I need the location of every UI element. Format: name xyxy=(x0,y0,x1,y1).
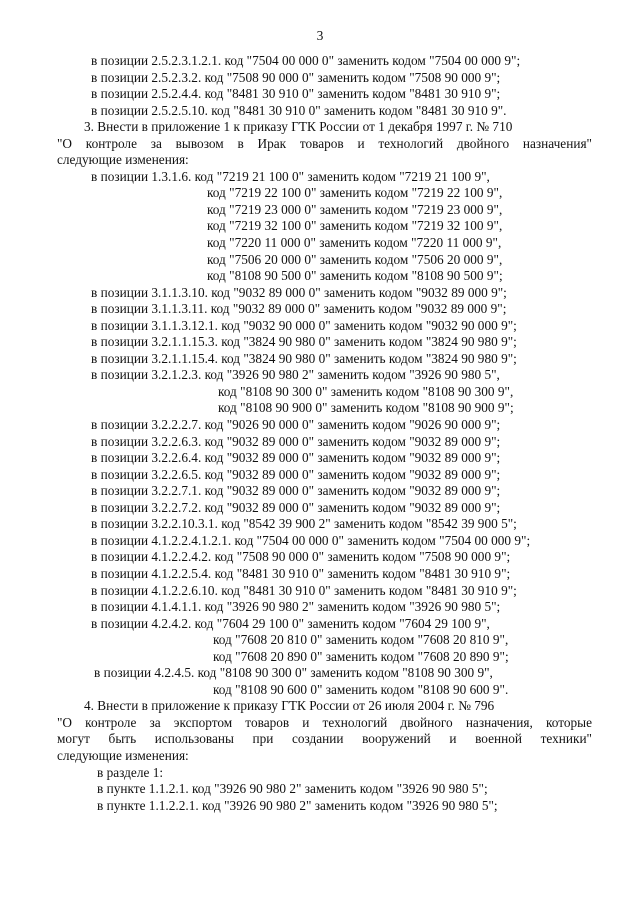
text-line: в позиции 4.2.4.5. код "8108 90 300 0" заменить кодом "8108 90 300 9", xyxy=(94,665,493,681)
text-line: код "8108 90 900 0" заменить кодом "8108 90 900 9"; xyxy=(218,400,514,416)
text-line: в позиции 2.5.2.3.2. код "7508 90 000 0" заменить кодом "7508 90 000 9"; xyxy=(91,69,501,85)
text-line: в пункте 1.1.2.1. код "3926 90 980 2" заменить кодом "3926 90 980 5"; xyxy=(97,781,488,797)
text-line: код "8108 90 600 0" заменить кодом "8108 90 600 9". xyxy=(213,681,509,697)
text-line: в позиции 1.3.1.6. код "7219 21 100 0" заменить кодом "7219 21 100 9", xyxy=(91,168,490,184)
text-line: код "7219 22 100 0" заменить кодом "7219 22 100 9", xyxy=(207,185,503,201)
text-line: в позиции 3.2.2.10.3.1. код "8542 39 900 2" заменить кодом "8542 39 900 5"; xyxy=(91,516,517,532)
text-line: в пункте 1.1.2.2.1. код "3926 90 980 2" заменить кодом "3926 90 980 5"; xyxy=(97,797,498,813)
text-line: код "7608 20 810 0" заменить кодом "7608 20 810 9", xyxy=(213,632,509,648)
text-line: следующие изменения: xyxy=(57,747,189,763)
text-line: в позиции 4.2.4.2. код "7604 29 100 0" заменить кодом "7604 29 100 9", xyxy=(91,615,490,631)
text-line: в позиции 3.1.1.3.11. код "9032 89 000 0" заменить кодом "9032 89 000 9"; xyxy=(91,301,507,317)
text-line: код "7219 32 100 0" заменить кодом "7219 32 100 9", xyxy=(207,218,503,234)
section-heading-line: 3. Внести в приложение 1 к приказу ГТК России от 1 декабря 1997 г. № 710 xyxy=(84,119,513,135)
text-line: в позиции 2.5.2.3.1.2.1. код "7504 00 000 0" заменить кодом "7504 00 000 9"; xyxy=(91,53,521,68)
text-line: в позиции 3.2.2.6.4. код "9032 89 000 0" заменить кодом "9032 89 000 9"; xyxy=(91,450,501,466)
text-line: в позиции 3.2.2.6.5. код "9032 89 000 0" заменить кодом "9032 89 000 9"; xyxy=(91,466,501,482)
text-line: в разделе 1: xyxy=(97,764,164,780)
text-line: в позиции 3.2.2.2.7. код "9026 90 000 0" заменить кодом "9026 90 000 9"; xyxy=(91,417,501,433)
text-line: код "7506 20 000 0" заменить кодом "7506 20 000 9", xyxy=(207,251,503,267)
text-line: в позиции 3.2.2.7.2. код "9032 89 000 0" заменить кодом "9032 89 000 9"; xyxy=(91,499,501,515)
text-line: "О контроле за вывозом в Ирак товаров и технологий двойного назначения" xyxy=(57,135,592,151)
text-line: в позиции 4.1.4.1.1. код "3926 90 980 2" заменить кодом "3926 90 980 5"; xyxy=(91,599,501,615)
document-body xyxy=(57,53,592,814)
text-line: в позиции 3.1.1.3.12.1. код "9032 90 000 0" заменить кодом "9032 90 000 9"; xyxy=(91,317,517,333)
text-line: в позиции 4.1.2.2.4.1.2.1. код "7504 00 000 0" заменить кодом "7504 00 000 9"; xyxy=(91,532,531,548)
text-line: код "8108 90 500 0" заменить кодом "8108 90 500 9"; xyxy=(207,268,503,284)
text-line: код "7220 11 000 0" заменить кодом "7220 11 000 9", xyxy=(207,235,502,251)
text-line: в позиции 3.2.2.6.3. код "9032 89 000 0" заменить кодом "9032 89 000 9"; xyxy=(91,433,501,449)
text-line: в позиции 3.2.1.2.3. код "3926 90 980 2" заменить кодом "3926 90 980 5", xyxy=(91,367,500,383)
text-line: код "8108 90 300 0" заменить кодом "8108 90 300 9", xyxy=(218,383,514,399)
text-line: в позиции 3.2.1.1.15.3. код "3824 90 980 0" заменить кодом "3824 90 980 9"; xyxy=(91,334,517,350)
text-line: "О контроле за экспортом товаров и технологий двойного назначения, которые xyxy=(57,714,592,730)
text-line: в позиции 3.2.2.7.1. код "9032 89 000 0" заменить кодом "9032 89 000 9"; xyxy=(91,483,501,499)
text-line: код "7608 20 890 0" заменить кодом "7608 20 890 9"; xyxy=(213,648,509,664)
text-line: в позиции 4.1.2.2.6.10. код "8481 30 910 0" заменить кодом "8481 30 910 9"; xyxy=(91,582,517,598)
text-line: следующие изменения: xyxy=(57,152,189,168)
text-line: в позиции 3.1.1.3.10. код "9032 89 000 0" заменить кодом "9032 89 000 9"; xyxy=(91,284,507,300)
text-line: могут быть использованы при создании вооружений и военной техники" xyxy=(57,731,592,747)
text-line: код "7219 23 000 0" заменить кодом "7219 23 000 9", xyxy=(207,201,503,217)
page-number: 3 xyxy=(316,28,324,43)
text-line: в позиции 2.5.2.5.10. код "8481 30 910 0" заменить кодом "8481 30 910 9". xyxy=(91,102,507,118)
text-line: в позиции 4.1.2.2.4.2. код "7508 90 000 0" заменить кодом "7508 90 000 9"; xyxy=(91,549,511,565)
section-heading-line: 4. Внести в приложение к приказу ГТК России от 26 июля 2004 г. № 796 xyxy=(84,698,495,714)
text-line: в позиции 3.2.1.1.15.4. код "3824 90 980 0" заменить кодом "3824 90 980 9"; xyxy=(91,350,517,366)
text-line: в позиции 2.5.2.4.4. код "8481 30 910 0" заменить кодом "8481 30 910 9"; xyxy=(91,86,501,102)
text-line: в позиции 4.1.2.2.5.4. код "8481 30 910 0" заменить кодом "8481 30 910 9"; xyxy=(91,565,511,581)
